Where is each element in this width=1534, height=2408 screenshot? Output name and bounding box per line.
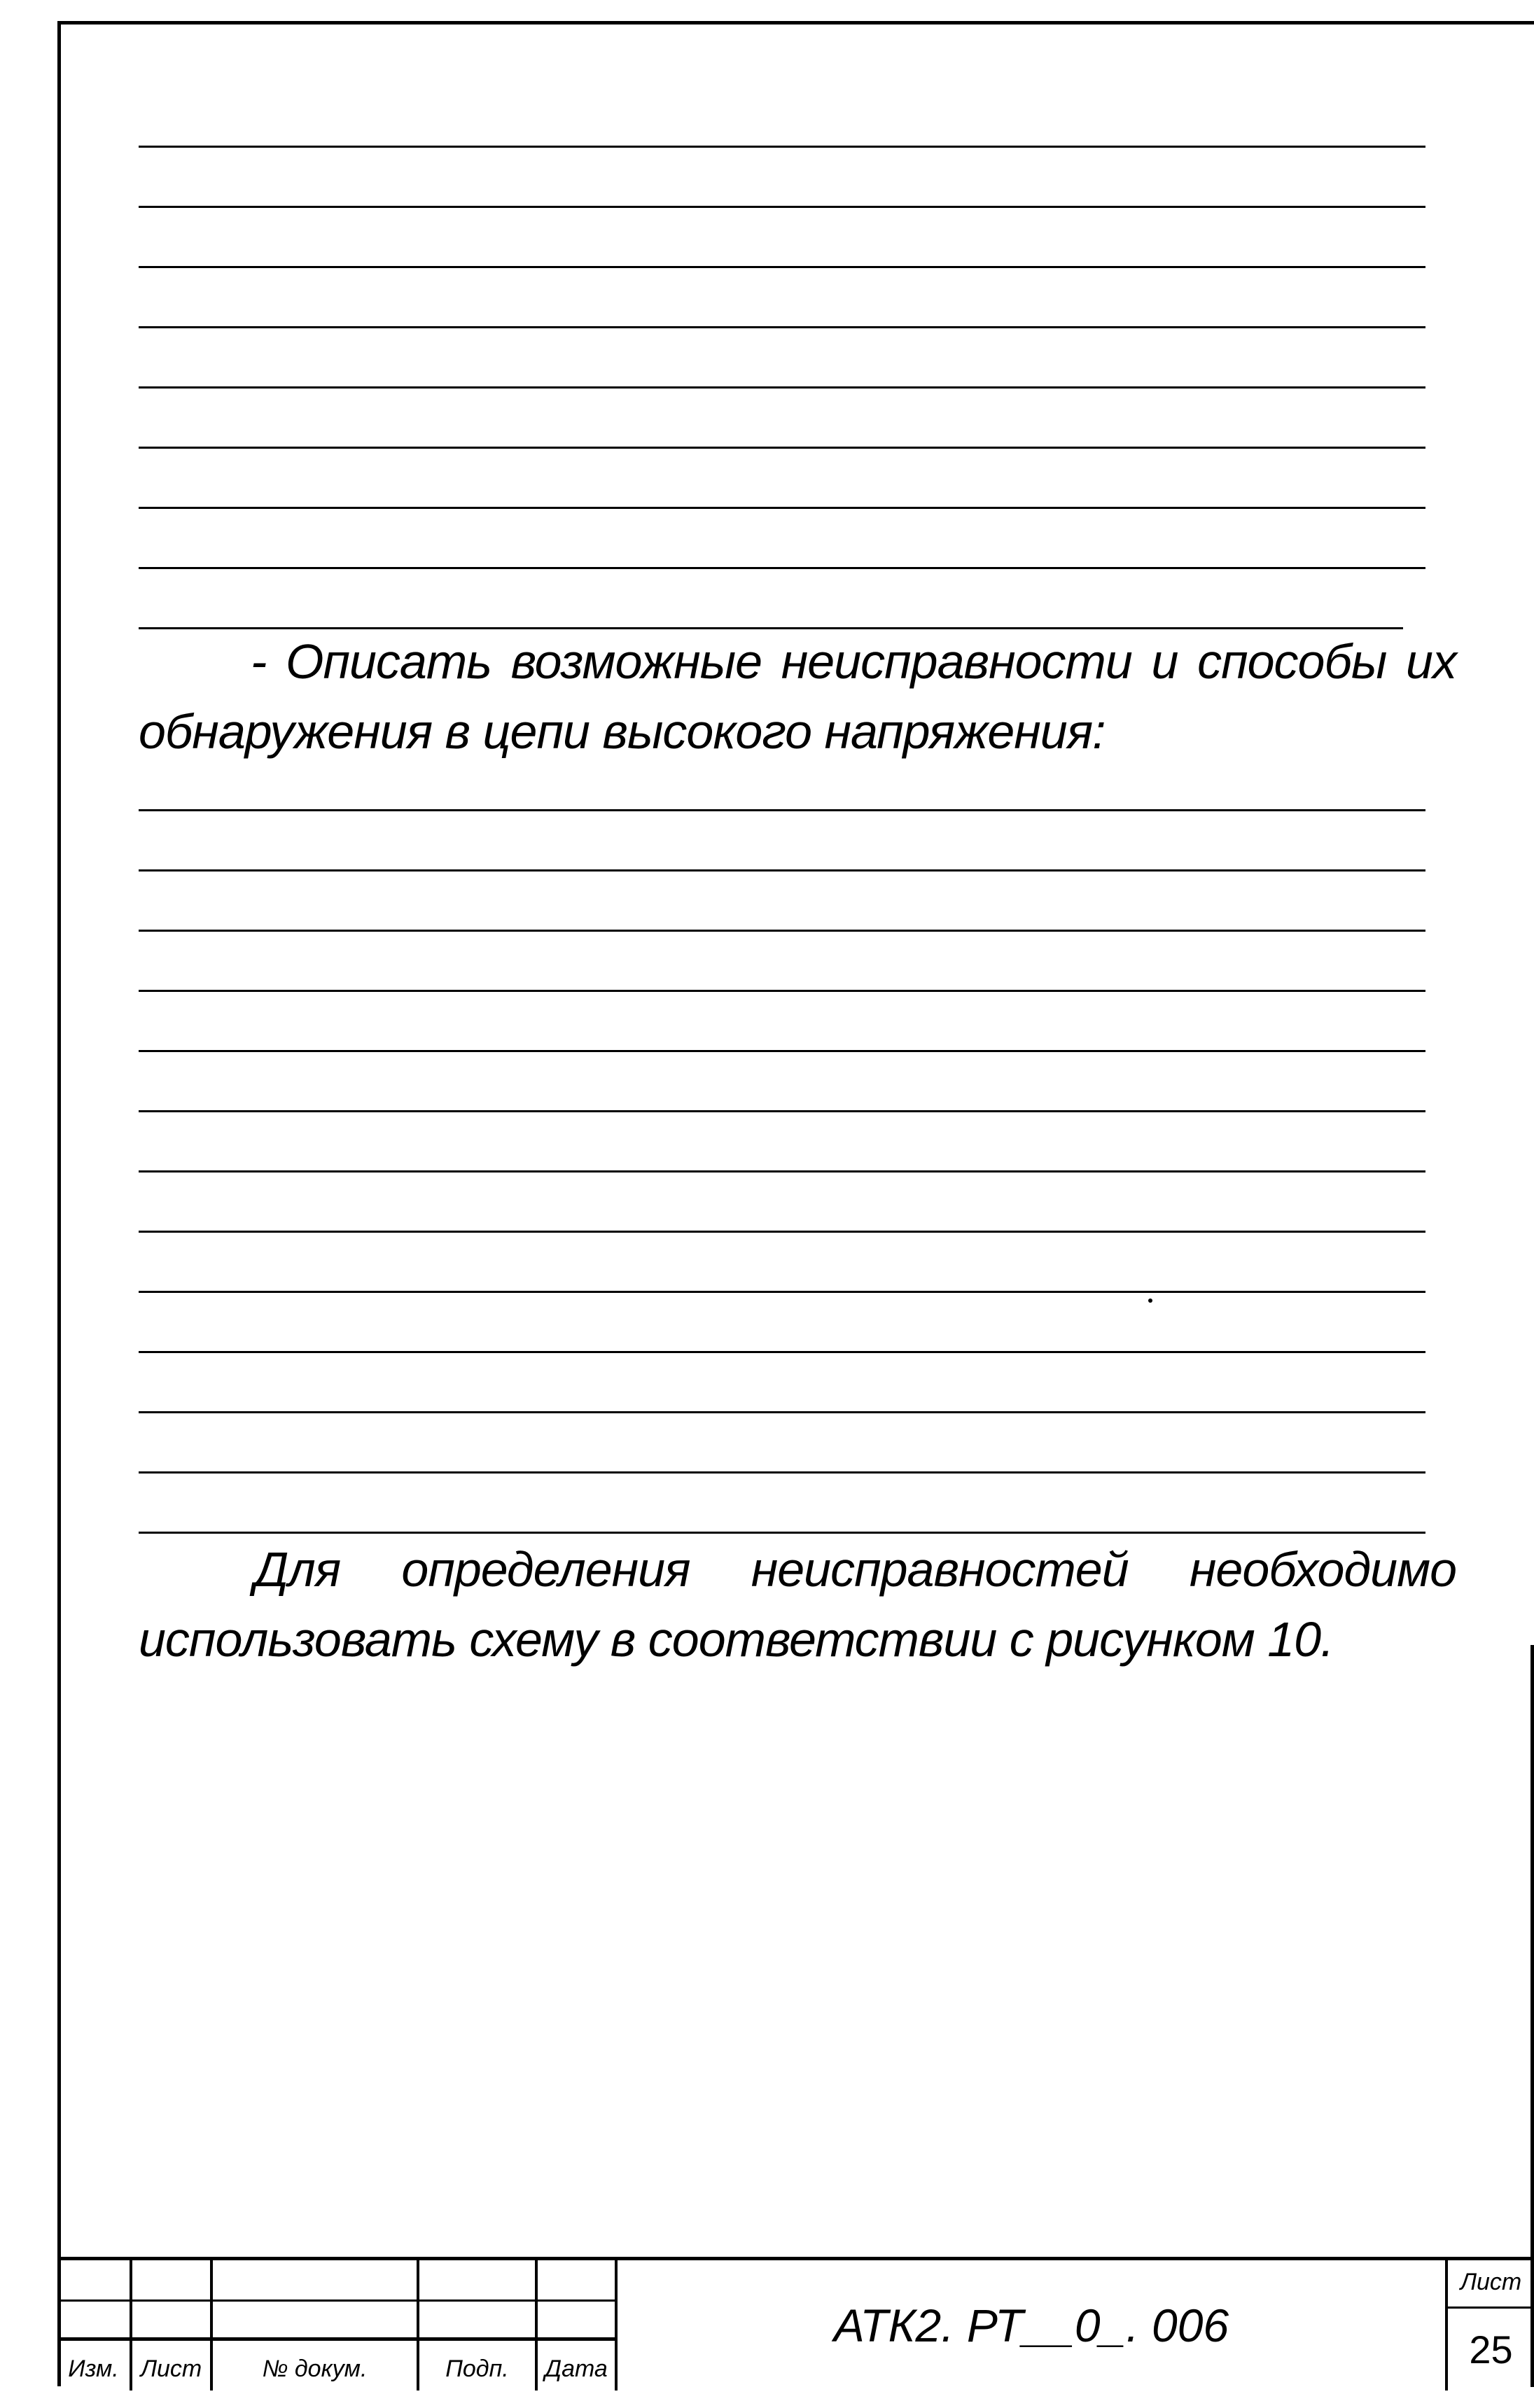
task-text-line-1-content: - Описать возможные неисправности и способы их	[251, 634, 1456, 689]
sheet-frame	[57, 21, 1534, 2386]
answer-line	[139, 1411, 1425, 1413]
scan-speck	[1148, 1298, 1152, 1303]
document-code: АТК2. РТ__0_. 006	[833, 2300, 1229, 2351]
sheet-label: Лист	[1460, 2269, 1522, 2295]
answer-line	[139, 326, 1425, 328]
answer-line	[139, 1351, 1425, 1353]
signature-label: Подп.	[445, 2356, 509, 2382]
tb-sheet-line	[1445, 2306, 1534, 2309]
answer-line	[139, 567, 1425, 569]
answer-line	[139, 990, 1425, 992]
answer-line	[139, 386, 1425, 388]
note-text-line-1	[139, 1541, 1456, 1597]
task-text-line-2-content: обнаружения в цепи высокого напряжения:	[139, 704, 1106, 759]
answer-line	[139, 266, 1425, 268]
note-text-line-2	[139, 1611, 1334, 1667]
list-label: Лист	[140, 2356, 202, 2382]
answer-line	[139, 930, 1425, 932]
date-label: Дата	[545, 2356, 608, 2382]
task-text-line-2	[139, 704, 1106, 760]
answer-line	[139, 809, 1425, 811]
answer-line	[139, 146, 1425, 148]
answer-line	[139, 1291, 1425, 1293]
izm-label: Изм.	[68, 2356, 119, 2382]
tb-row-line	[57, 2300, 618, 2302]
note-text-line-1-content: Для определения неисправностей необходимо	[254, 1542, 1456, 1597]
answer-line	[139, 447, 1425, 449]
answer-line	[139, 206, 1425, 208]
answer-line	[139, 627, 1403, 629]
answer-line	[139, 1231, 1425, 1233]
answer-line	[139, 1110, 1425, 1112]
answer-line	[139, 1170, 1425, 1172]
answer-line	[139, 1050, 1425, 1052]
answer-line	[139, 507, 1425, 509]
note-text-line-2-content: использовать схему в соответствии с рисунком 10.	[139, 1612, 1334, 1667]
tb-row-line	[57, 2337, 618, 2341]
answer-line	[139, 1471, 1425, 1474]
title-block	[57, 2257, 1534, 2387]
sheet-number: 25	[1469, 2328, 1513, 2372]
answer-line	[139, 869, 1425, 872]
task-text-line-1	[139, 634, 1456, 690]
answer-line	[139, 1532, 1425, 1534]
doc-number-label: № докум.	[262, 2356, 368, 2382]
